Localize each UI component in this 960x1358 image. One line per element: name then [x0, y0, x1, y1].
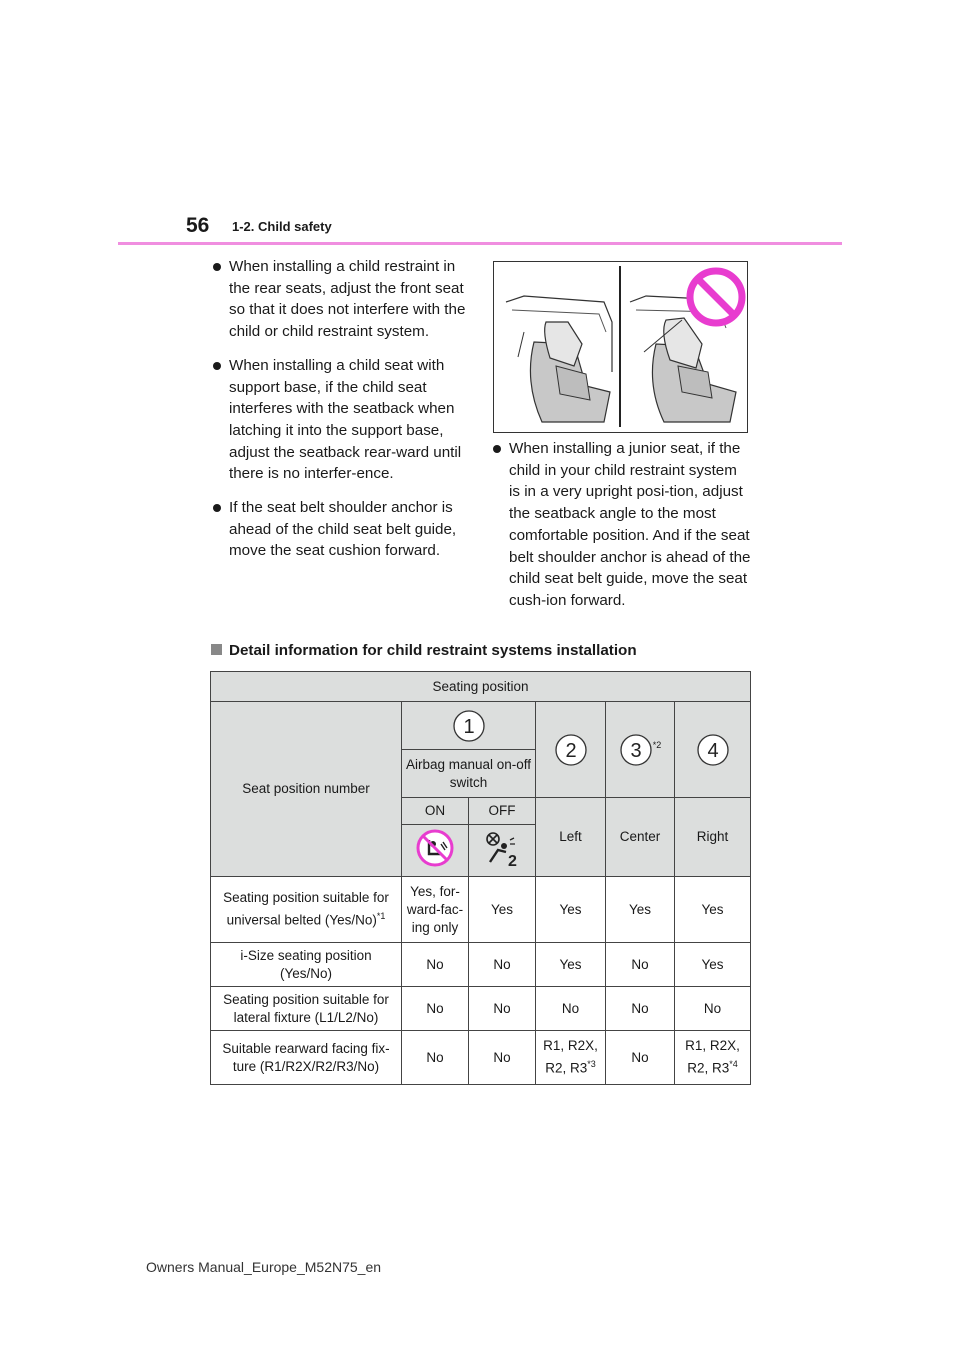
bullet-item — [211, 497, 467, 562]
left-label: Left — [536, 798, 606, 877]
table-cell: Yes — [536, 943, 606, 987]
bullet-dot-icon — [493, 445, 501, 453]
car-seat-drawing — [494, 262, 746, 431]
table-cell: Yes — [536, 877, 606, 943]
number-2-icon — [554, 733, 588, 767]
bullet-dot-icon — [213, 263, 221, 271]
airbag-off-icon-cell — [469, 825, 536, 877]
bullet-text: When installing a child restraint in the rear seats, adjust the front seat so that it does not interfere with the child or child restraint system. — [229, 258, 466, 341]
subheading — [211, 642, 637, 659]
seating-position-header: Seating position — [211, 672, 751, 702]
page-number: 56 — [186, 214, 210, 237]
table-cell: No — [536, 987, 606, 1031]
footnote-marker: *3 — [587, 1059, 596, 1070]
bullet-text: If the seat belt shoulder anchor is ahead of the child seat belt guide, move the seat cushion forward. — [229, 499, 457, 560]
airbag-on-icon-cell — [402, 825, 469, 877]
square-bullet-icon — [211, 644, 222, 655]
center-label: Center — [606, 798, 675, 877]
table-cell: Yes — [606, 877, 675, 943]
cell-text: R1, R2X, R2, R3 — [685, 1038, 740, 1076]
row-label: i-Size seating position (Yes/No) — [211, 943, 402, 987]
footnote-marker: *1 — [376, 911, 386, 922]
svg-text:2: 2 — [508, 853, 517, 868]
table-cell: Yes — [675, 943, 751, 987]
seat-adjustment-illustration — [493, 261, 748, 433]
table-cell: No — [675, 987, 751, 1031]
row-label: Suitable rearward facing fix-ture (R1/R2X/R2/R3/No) — [211, 1031, 402, 1085]
footnote-marker: *4 — [729, 1059, 738, 1070]
right-label: Right — [675, 798, 751, 877]
bullet-dot-icon — [213, 362, 221, 370]
left-column — [211, 256, 467, 574]
table-cell: No — [469, 987, 536, 1031]
seat-number-label: 2 — [564, 739, 577, 762]
table-cell — [675, 1031, 751, 1085]
airbag-switch-label: Airbag manual on-off switch — [402, 750, 536, 798]
off-label: OFF — [469, 798, 536, 825]
table-cell: Yes — [469, 877, 536, 943]
right-column — [491, 438, 751, 624]
footnote-marker: *2 — [652, 739, 662, 750]
number-4-icon — [696, 733, 730, 767]
table-cell: Yes — [675, 877, 751, 943]
airbag-off-indicator-icon — [415, 828, 455, 868]
prohibited-icon — [690, 271, 742, 323]
footer-text: Owners Manual_Europe_M52N75_en — [146, 1259, 382, 1275]
seat-number-label: 4 — [706, 739, 719, 762]
number-1-icon — [452, 709, 486, 743]
position-4-cell — [675, 702, 751, 798]
table-cell: No — [469, 1031, 536, 1085]
table-cell: No — [402, 1031, 469, 1085]
table-cell: No — [606, 943, 675, 987]
row-label-text: Seating position suitable for universal belted (Yes/No) — [223, 890, 389, 928]
header-rule — [118, 242, 842, 245]
child-restraint-table — [210, 671, 751, 1085]
table-cell — [536, 1031, 606, 1085]
position-2-cell — [536, 702, 606, 798]
position-3-cell — [606, 702, 675, 798]
subheading-text: Detail information for child restraint systems installation — [229, 642, 637, 659]
table-cell: No — [606, 1031, 675, 1085]
passenger-airbag-off-icon — [482, 828, 522, 868]
seat-number-label: 1 — [462, 715, 475, 738]
section-title: 1-2. Child safety — [232, 219, 332, 234]
seat-position-number-label: Seat position number — [211, 702, 402, 877]
table-cell: No — [402, 943, 469, 987]
seat-number-label: 3 — [630, 739, 642, 762]
table-cell: No — [469, 943, 536, 987]
bullet-item — [211, 256, 467, 343]
bullet-item — [211, 355, 467, 485]
bullet-item — [491, 438, 751, 612]
row-label: Seating position suitable for lateral fixture (L1/L2/No) — [211, 987, 402, 1031]
table-cell: No — [606, 987, 675, 1031]
table-cell: Yes, for-ward-fac-ing only — [402, 877, 469, 943]
table-cell: No — [402, 987, 469, 1031]
bullet-dot-icon — [213, 504, 221, 512]
position-1-cell — [402, 702, 536, 750]
on-label: ON — [402, 798, 469, 825]
bullet-text: When installing a junior seat, if the child in your child restraint system is in a very upright posi-tion, adjust the seatback angle to the most comfortable position. And if the seat belt shoulder anchor is ahead of the child seat belt guide, move the seat cush-ion forward. — [509, 440, 751, 609]
bullet-text: When installing a child seat with support base, if the child seat interferes with the seatback when latching it into the support base, adjust the seatback rear-ward until there is no interfer-ence. — [229, 356, 462, 483]
number-3-icon — [619, 733, 653, 767]
row-label — [211, 877, 402, 943]
cell-text: R1, R2X, R2, R3 — [543, 1038, 598, 1076]
